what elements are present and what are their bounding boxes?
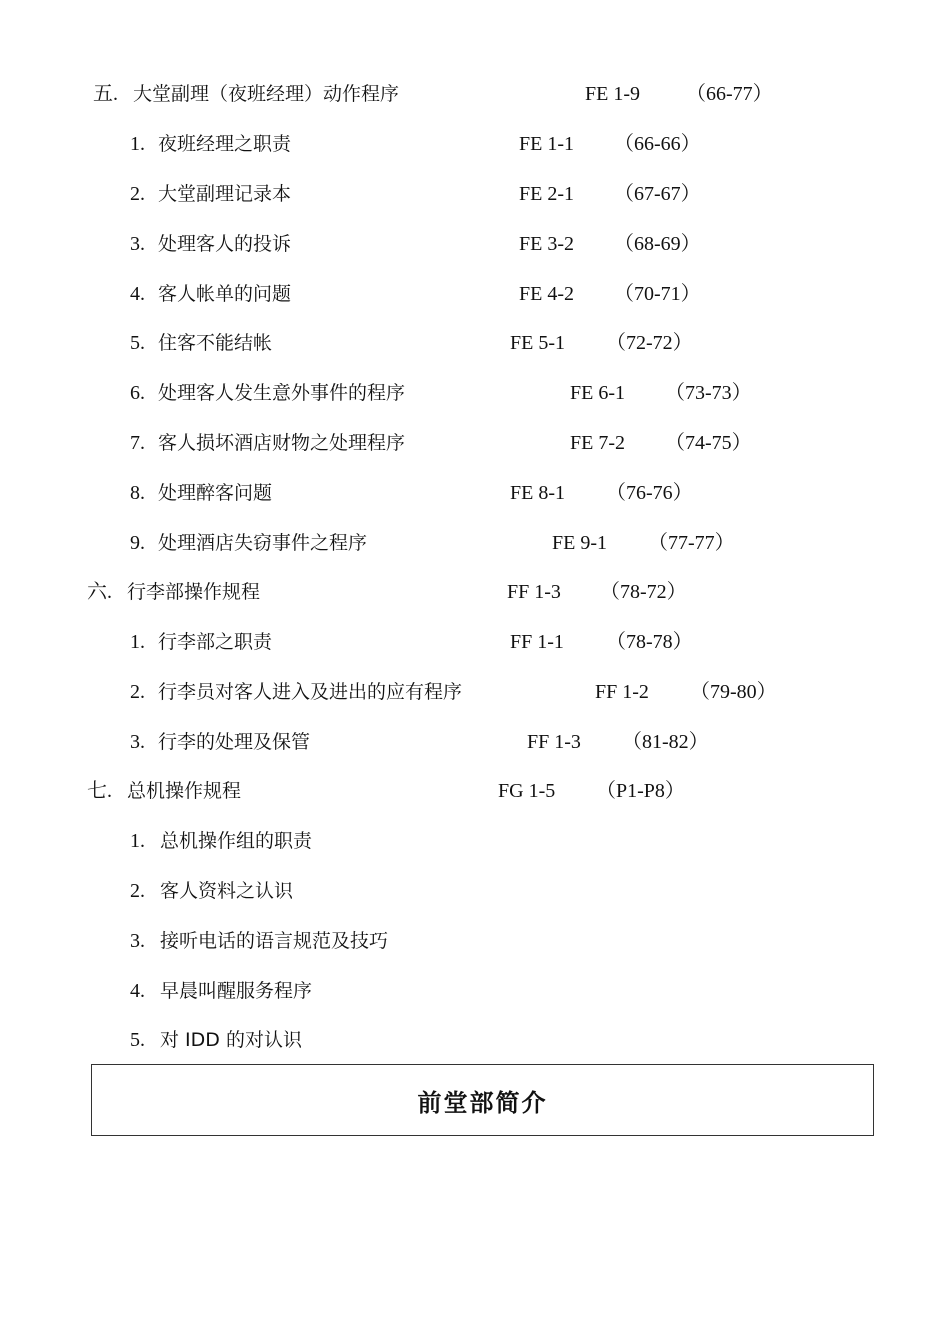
item-number: 9. — [130, 532, 145, 554]
item-code: FE 6-1 — [570, 382, 625, 404]
item-title: 行李部之职责 — [158, 631, 273, 653]
section-code: FG 1-5 — [498, 780, 556, 802]
item-number: 3. — [130, 930, 145, 952]
section-pages: （78-72） — [600, 581, 687, 603]
item-pages: （73-73） — [665, 382, 752, 404]
item-number: 1. — [130, 133, 145, 155]
section-title: 总机操作规程 — [127, 780, 242, 802]
item-pages: （70-71） — [614, 283, 701, 305]
item-title: 客人损坏酒店财物之处理程序 — [158, 432, 406, 454]
item-title: 总机操作组的职责 — [160, 830, 313, 852]
item-pages: （78-78） — [606, 631, 693, 653]
section-number: 七. — [87, 780, 112, 802]
section-code: FF 1-3 — [507, 581, 561, 603]
item-number: 3. — [130, 731, 145, 753]
item-pages: （68-69） — [614, 233, 701, 255]
item-title: 夜班经理之职责 — [158, 133, 292, 155]
item-number: 3. — [130, 233, 145, 255]
item-code: FE 9-1 — [552, 532, 607, 554]
item-code: FE 1-1 — [519, 133, 574, 155]
item-number: 2. — [130, 880, 145, 902]
item-code: FE 3-2 — [519, 233, 574, 255]
item-code: FE 2-1 — [519, 183, 574, 205]
section-heading-title: 前堂部简介 — [417, 1087, 548, 1117]
section-code: FE 1-9 — [585, 83, 640, 105]
item-code: FE 7-2 — [570, 432, 625, 454]
item-pages: （72-72） — [606, 332, 693, 354]
item-title: 行李的处理及保管 — [158, 731, 311, 753]
item-number: 5. — [130, 1029, 145, 1051]
item-title: 处理酒店失窃事件之程序 — [158, 532, 368, 554]
item-title: 住客不能结帐 — [158, 332, 273, 354]
item-code: FF 1-1 — [510, 631, 564, 653]
item-code: FE 4-2 — [519, 283, 574, 305]
item-number: 4. — [130, 980, 145, 1002]
item-code: FE 8-1 — [510, 482, 565, 504]
item-number: 1. — [130, 631, 145, 653]
item-title: 对 IDD 的对认识 — [160, 1029, 302, 1051]
item-title: 处理客人发生意外事件的程序 — [158, 382, 406, 404]
item-title: 接听电话的语言规范及技巧 — [160, 930, 389, 952]
item-title: 早晨叫醒服务程序 — [160, 980, 313, 1002]
item-number: 6. — [130, 382, 145, 404]
item-pages: （74-75） — [665, 432, 752, 454]
item-title: 处理醉客问题 — [158, 482, 273, 504]
section-title: 大堂副理（夜班经理）动作程序 — [133, 83, 400, 105]
item-code: FF 1-2 — [595, 681, 649, 703]
item-number: 2. — [130, 681, 145, 703]
item-number: 2. — [130, 183, 145, 205]
item-title: 客人资料之认识 — [160, 880, 294, 902]
item-code: FF 1-3 — [527, 731, 581, 753]
item-number: 1. — [130, 830, 145, 852]
section-title: 行李部操作规程 — [127, 581, 261, 603]
section-pages: （66-77） — [686, 83, 773, 105]
section-heading-box — [91, 1064, 874, 1136]
item-pages: （77-77） — [648, 532, 735, 554]
item-number: 4. — [130, 283, 145, 305]
item-title: 处理客人的投诉 — [158, 233, 292, 255]
item-title: 客人帐单的问题 — [158, 283, 292, 305]
section-pages: （P1-P8） — [596, 780, 685, 802]
item-code: FE 5-1 — [510, 332, 565, 354]
section-number: 五. — [93, 83, 118, 105]
item-number: 5. — [130, 332, 145, 354]
item-pages: （67-67） — [614, 183, 701, 205]
item-pages: （66-66） — [614, 133, 701, 155]
item-number: 7. — [130, 432, 145, 454]
item-title: 大堂副理记录本 — [158, 183, 292, 205]
item-pages: （79-80） — [690, 681, 777, 703]
item-number: 8. — [130, 482, 145, 504]
item-pages: （76-76） — [606, 482, 693, 504]
item-title: 行李员对客人进入及进出的应有程序 — [158, 681, 463, 703]
item-pages: （81-82） — [622, 731, 709, 753]
section-number: 六. — [87, 581, 112, 603]
